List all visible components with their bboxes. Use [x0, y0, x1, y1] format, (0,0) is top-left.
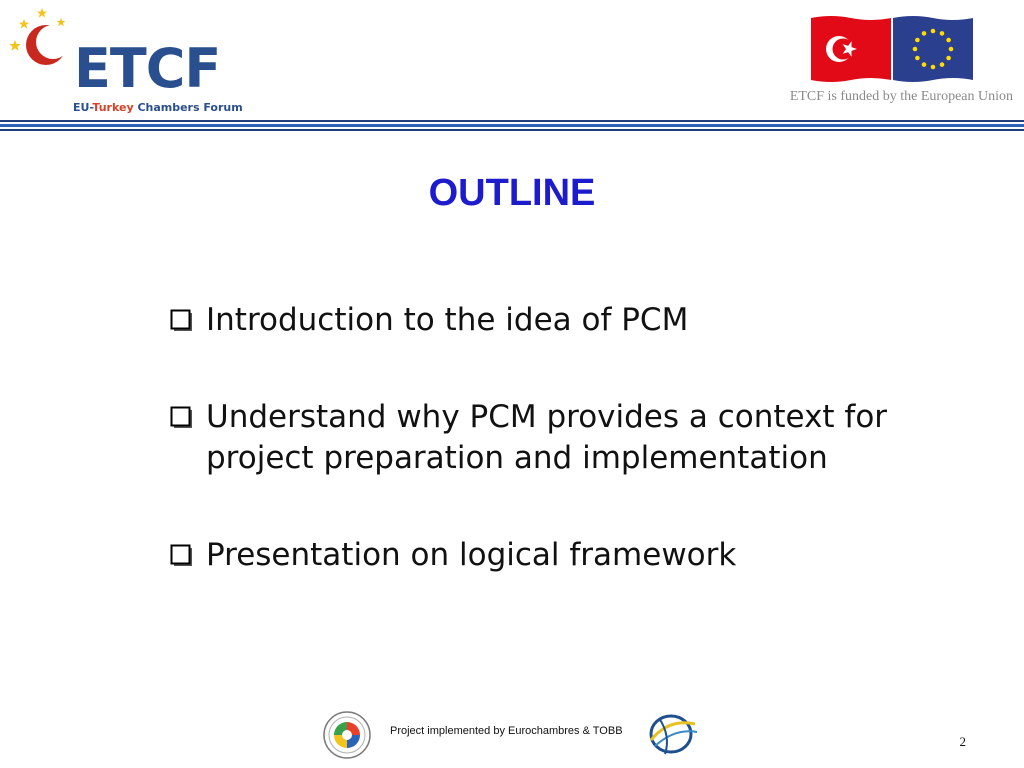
bullet-item — [170, 397, 930, 479]
turkey-flag-icon — [811, 16, 891, 82]
slide-title: OUTLINE — [428, 172, 596, 214]
logo-sub-turkey: Turkey — [92, 101, 134, 114]
bullet-item — [170, 535, 930, 576]
logo-wordmark: ETCF — [74, 37, 221, 100]
page-number: 2 — [959, 734, 966, 749]
divider-line — [0, 124, 1024, 127]
etcf-logo — [4, 4, 243, 116]
tobb-seal-icon — [322, 710, 372, 760]
hollow-square-icon — [170, 406, 194, 430]
flags — [809, 14, 975, 84]
header-divider — [0, 120, 1024, 131]
divider-line — [0, 129, 1024, 131]
eurochambres-logo-icon — [645, 710, 701, 758]
logo-subtitle — [73, 102, 243, 113]
bullet-text: Understand why PCM provides a context for project preparation and implementation — [206, 399, 888, 476]
hollow-square-icon — [170, 309, 194, 333]
crescent-stars-icon — [4, 4, 74, 74]
bullet-text: Presentation on logical framework — [206, 537, 737, 573]
logo-sub-eu: EU- — [73, 101, 93, 114]
hollow-square-icon — [170, 544, 194, 568]
logo-sub-rest: Chambers Forum — [133, 101, 243, 114]
eu-flag-icon — [893, 16, 973, 82]
bullet-item — [170, 300, 930, 341]
bullet-list — [170, 300, 930, 576]
footer-credit: Project implemented by Eurochambres & TOBB — [390, 725, 623, 737]
funding-notice: ETCF is funded by the European Union — [789, 89, 1013, 104]
divider-line — [0, 120, 1024, 122]
bullet-text: Introduction to the idea of PCM — [206, 302, 689, 338]
